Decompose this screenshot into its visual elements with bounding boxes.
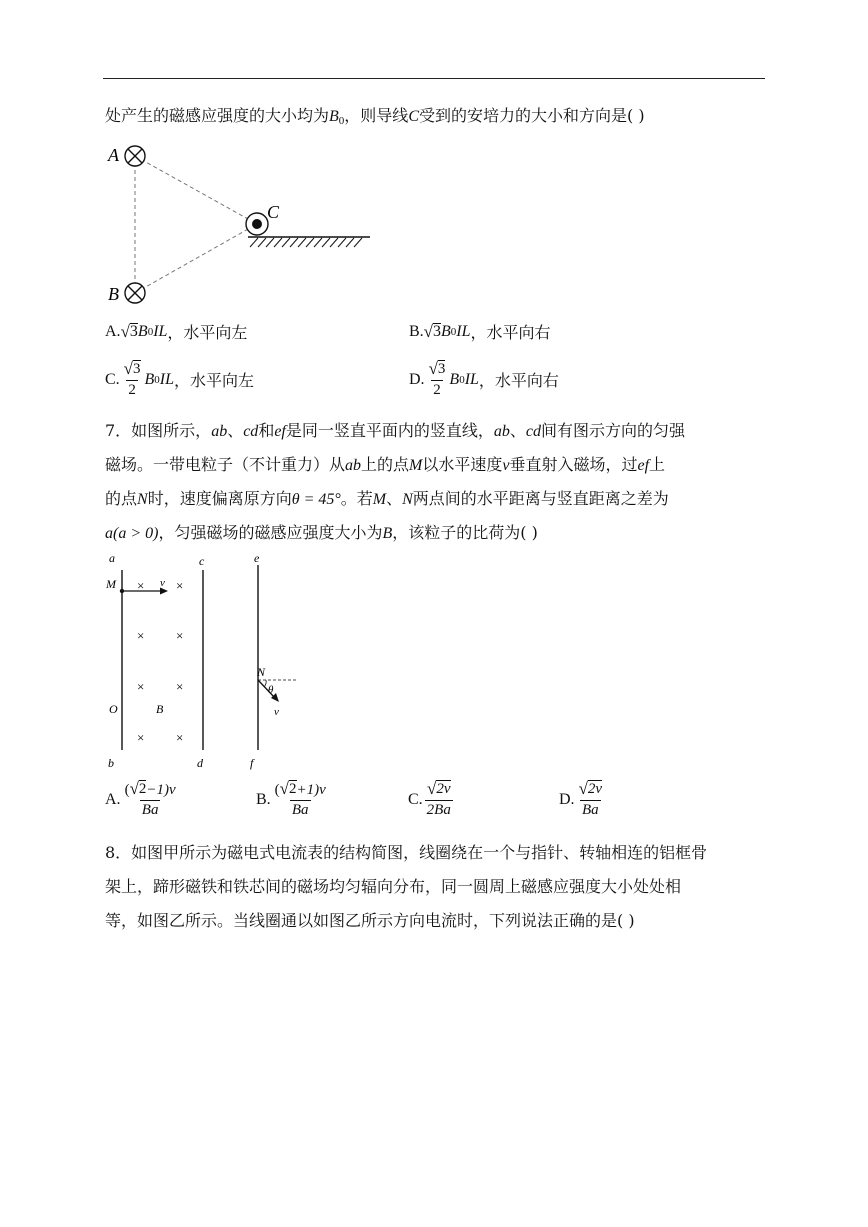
svg-text:d: d — [197, 756, 203, 770]
svg-text:b: b — [108, 756, 114, 770]
svg-text:v: v — [274, 706, 279, 718]
q7-stem-line-3: 的点N时，速度偏离原方向θ = 45°。若M、N两点间的水平距离与竖直距离之差为 — [105, 489, 669, 508]
q6-figure — [100, 138, 380, 308]
svg-text:θ: θ — [268, 684, 274, 696]
svg-text:×: × — [137, 679, 145, 694]
q7-figure — [100, 550, 310, 772]
svg-text:a: a — [109, 551, 115, 565]
svg-text:×: × — [137, 730, 145, 745]
q6-option-c[interactable]: C. √ 3 2 B 0 IL ，水平向左 — [105, 359, 255, 398]
svg-text:e: e — [254, 551, 260, 565]
svg-text:×: × — [176, 578, 184, 593]
svg-text:c: c — [199, 554, 205, 568]
wire-a-into-page-icon — [125, 146, 145, 166]
svg-text:M: M — [106, 577, 116, 591]
svg-text:N: N — [257, 665, 266, 679]
q6-option-d[interactable]: D. √ 3 2 B 0 IL ，水平向右 — [409, 359, 559, 398]
svg-text:×: × — [137, 628, 145, 643]
label-b: B — [108, 284, 119, 304]
svg-text:B: B — [156, 702, 164, 716]
svg-text:×: × — [176, 628, 184, 643]
q7-stem-line-1: 7．如图所示，ab、cd和ef是同一竖直平面内的竖直线，ab、cd间有图示方向的匀强 — [105, 421, 686, 440]
q8-stem-line-3: 等，如图乙所示。当线圈通以如图乙所示方向电流时，下列说法正确的是( ) — [105, 911, 635, 930]
q6-stem: 处产生的磁感应强度的大小均为$B_0$，则导线C受到的安培力的大小和方向是( ) — [105, 106, 645, 127]
wire-b-into-page-icon — [125, 283, 145, 303]
svg-text:v: v — [160, 577, 165, 589]
q7-option-a[interactable]: A. ( √ 2 −1)v Ba — [105, 779, 176, 818]
q6-option-a[interactable]: A. √ 3 B 0 IL ，水平向左 — [105, 322, 248, 342]
q8-stem-line-1: 8．如图甲所示为磁电式电流表的结构简图，线圈绕在一个与指针、转轴相连的铝框骨 — [105, 843, 708, 862]
q7-option-d[interactable]: D. √ 2v Ba — [559, 779, 603, 818]
svg-text:×: × — [137, 578, 145, 593]
q7-stem-line-4: a(a > 0)，匀强磁场的磁感应强度大小为B，该粒子的比荷为( ) — [105, 523, 538, 542]
q7-option-c[interactable]: C. √ 2v 2Ba — [408, 779, 451, 818]
field-into-page-marks — [137, 578, 183, 745]
q7-stem-line-2: 磁场。一带电粒子（不计重力）从ab上的点M以水平速度v垂直射入磁场，过ef上 — [105, 455, 666, 474]
header-rule — [103, 78, 765, 79]
svg-text:O: O — [109, 702, 118, 716]
label-c: C — [267, 202, 280, 222]
svg-text:×: × — [176, 730, 184, 745]
svg-text:×: × — [176, 679, 184, 694]
wire-c-out-of-page-icon — [246, 213, 268, 235]
q7-option-b[interactable]: B. ( √ 2 +1)v Ba — [256, 779, 326, 818]
ground-surface — [248, 237, 370, 247]
label-a: A — [108, 145, 119, 165]
q8-stem-line-2: 架上，蹄形磁铁和铁芯间的磁场均匀辐向分布，同一圆周上磁感应强度大小处处相 — [105, 877, 682, 896]
q6-option-b[interactable]: B. √ 3 B 0 IL ，水平向右 — [409, 322, 551, 342]
svg-text:f: f — [250, 756, 254, 770]
